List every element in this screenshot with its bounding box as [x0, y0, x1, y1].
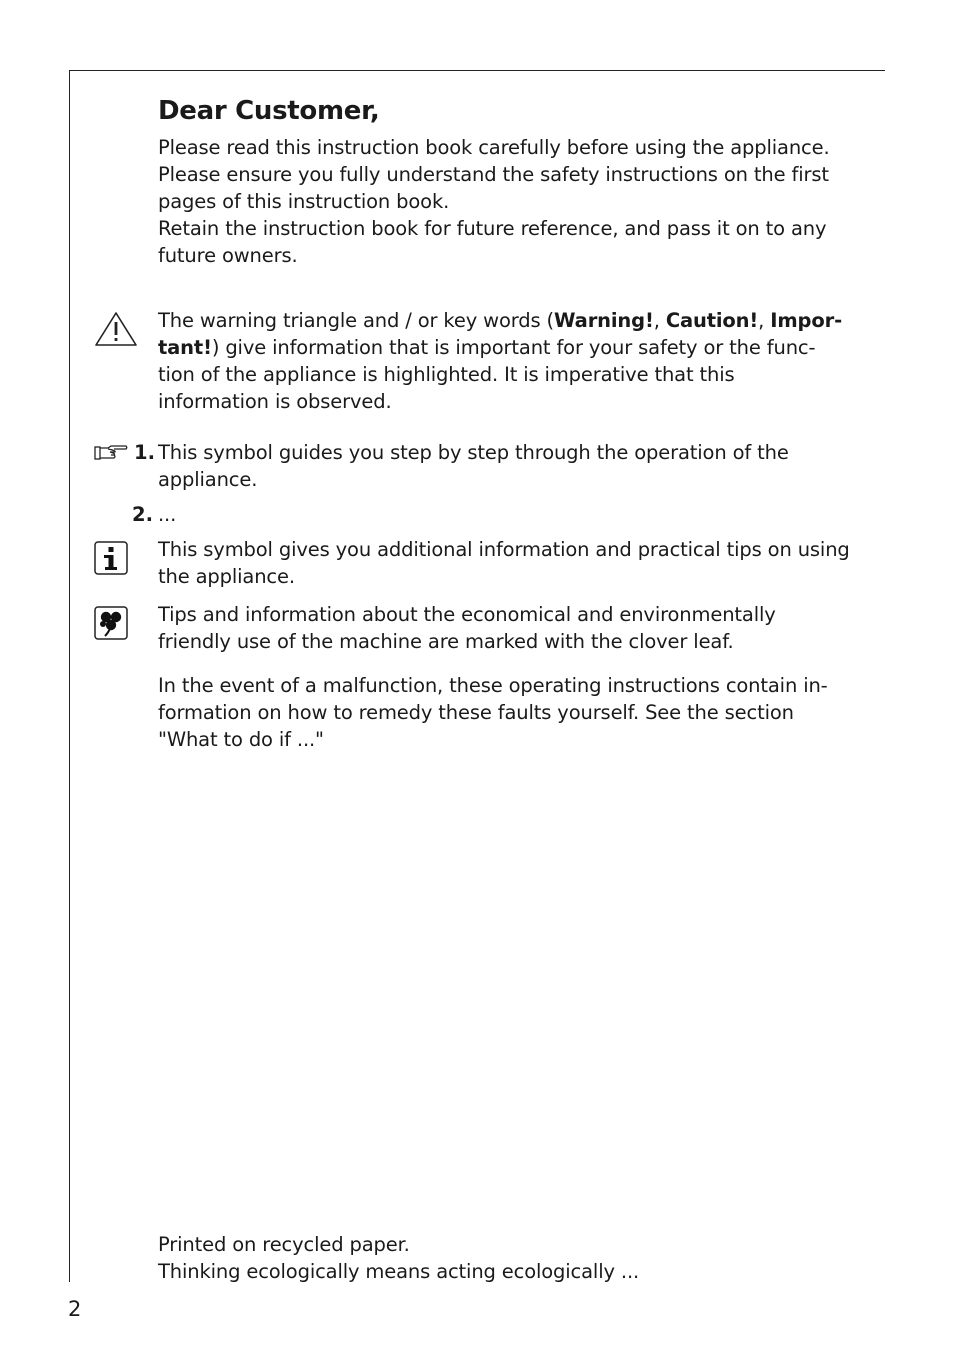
keyword-important-start: Impor-	[770, 309, 843, 332]
keyword-caution: Caution!	[665, 309, 759, 332]
keyword-warning: Warning!	[554, 309, 654, 332]
warning-paragraph	[158, 307, 858, 415]
intro-line: pages of this instruction book.	[158, 190, 450, 213]
step-line: This symbol guides you step by step through the operation of the	[158, 441, 789, 464]
step-line: ...	[158, 503, 177, 526]
info-line: This symbol gives you additional information and practical tips on using	[158, 538, 850, 561]
left-rule	[69, 70, 70, 1282]
warning-triangle-icon	[93, 310, 139, 348]
pointing-hand-icon	[94, 444, 128, 462]
footer-note	[158, 1231, 858, 1285]
malfunction-line: In the event of a malfunction, these operating instructions contain in-	[158, 674, 828, 697]
top-rule	[69, 70, 885, 71]
page-heading: Dear Customer,	[158, 96, 380, 126]
eco-line: Tips and information about the economical and environmentally	[158, 603, 776, 626]
footer-line: Printed on recycled paper.	[158, 1233, 410, 1256]
malfunction-line: formation on how to remedy these faults yourself. See the section	[158, 701, 794, 724]
warning-line	[158, 334, 858, 361]
eco-paragraph	[158, 601, 858, 655]
info-line: the appliance.	[158, 565, 295, 588]
footer-line: Thinking ecologically means acting ecologically ...	[158, 1260, 640, 1283]
warning-line: tion of the appliance is highlighted. It is imperative that this	[158, 363, 735, 386]
step-2-text	[158, 501, 858, 528]
page-number: 2	[68, 1297, 82, 1321]
step-line: appliance.	[158, 468, 258, 491]
intro-line: Retain the instruction book for future reference, and pass it on to any	[158, 217, 827, 240]
malfunction-paragraph	[158, 672, 858, 753]
clover-leaf-icon	[94, 606, 128, 640]
malfunction-line: "What to do if ..."	[158, 728, 324, 751]
step-number: 2.	[132, 503, 153, 526]
warning-line: information is observed.	[158, 390, 392, 413]
warning-text: The warning triangle and / or key words (	[158, 309, 555, 332]
eco-line: friendly use of the machine are marked with the clover leaf.	[158, 630, 734, 653]
step-1-text	[158, 439, 858, 493]
separator: ,	[653, 309, 666, 332]
warning-line	[158, 307, 858, 334]
warning-text: ) give information that is important for your safety or the func-	[211, 336, 816, 359]
step-number: 1.	[134, 441, 155, 464]
intro-line: Please ensure you fully understand the safety instructions on the first	[158, 163, 829, 186]
keyword-important-end: tant!	[158, 336, 212, 359]
intro-paragraph	[158, 134, 858, 269]
info-paragraph	[158, 536, 858, 590]
info-icon	[94, 541, 128, 575]
separator: ,	[758, 309, 771, 332]
intro-line: Please read this instruction book carefully before using the appliance.	[158, 136, 830, 159]
intro-line: future owners.	[158, 244, 298, 267]
